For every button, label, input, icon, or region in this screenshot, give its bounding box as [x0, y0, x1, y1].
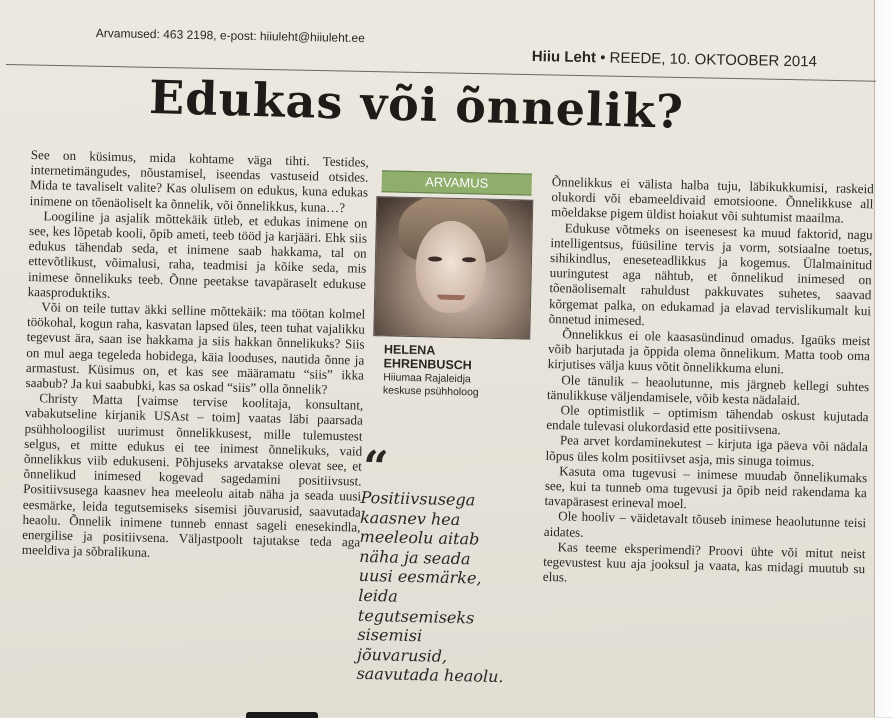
paragraph: Loogiline ja asjalik mõttekäik ütleb, et edukas inimene on see, kes lõpetab kooli, õpib ameti, teeb tööd ja karjääri. Ehk siis edukus tähendab seda, et inimene saab hakkama, tal on ettevõtlikust, võimalusi, raha, teadmisi ja kõike seda, mis inimese õnnelikuks teeb. Õnne peetakse tavapäraselt edukuse kaasproduktiks. — [27, 208, 368, 301]
author-name: HELENA EHRENBUSCH — [383, 342, 472, 373]
author-role: Hiiumaa Rajaleidja keskuse psühholoog — [382, 371, 479, 399]
paragraph: Edukuse võtmeks on iseenesest ka muud faktorid, nagu intelligentsus, füüsiline tervis ja vorm, sotsiaalne toetus, sihikindlus, eneseteadlikkus ja kogemus. Ülalmainitud uuringutest aga nähtub, et õnnelikud inimesed on tõenäolisemalt rahuldust pakkuvates suhetes, saavad kõrgemat palka, on edukamad ja elavad tervislikumalt kui õnnetud inimesed. — [548, 219, 873, 328]
scan-edge — [874, 0, 893, 717]
paragraph: See on küsimus, mida kohtame väga tihti. Testides, internetimängudes, nõustamisel, iseendas vastuseid otsides. Mida te tavaliselt valite? Kas olulisem on edukus, kuna edukas inimene on tõenäoliselt ka õnnelik, või õnnelikkus, kuna…? — [29, 147, 369, 215]
paragraph: Kasuta oma tugevusi – inimese muudab õnnelikumaks see, kui ta tunneb oma tugevusi ja õpib neid rakendama ka tavapärasest erineval moel. — [544, 463, 868, 512]
paragraph: Või on teile tuttav äkki selline mõttekäik: ma töötan kolmel töökohal, kogun raha, kasvatan lapsed üles, teen tuhat vajalikku tegevust ära, saan ise hakkama ja siis hakkan õnnelikuks? Siis on mul aega tegeleda hobidega, käia looduses, nautida õnne ja armastust. Küsimus on, et kas see määramatu “siis” ikka saabub? Ja kui saabubki, kas sa oskad “siis” olla õnnelik? — [25, 299, 366, 397]
contact-line: Arvamused: 463 2198, e-post: hiiuleht@hiiuleht.ee — [95, 26, 365, 46]
author-photo — [373, 196, 533, 340]
paragraph: Õnnelikkus ei ole kaasasündinud omadus. Igaüks meist võib harjutada ja õppida olema õnnelikum. Matta toob oma kirjutises välja kuus võtit õnnelikkuma eluni. — [547, 326, 871, 377]
paragraph: Kas teeme eksperimendi? Proovi ühte või mitut neist tegevustest kuu aja jooksul ja vaata, kas midagi muutub su elus. — [542, 539, 866, 585]
paragraph: Pea arvet kordaminekutest – kirjuta iga päeva või nädala lõpus üles kolm positiivset asja, mis sinuga toimus. — [545, 432, 869, 469]
paragraph: Ole tänulik – heaolutunne, mis järgneb kellegi suhtes tänulikkuse väljendamisele, võib kesta nädalaid. — [546, 371, 870, 408]
pull-quote: Positiivsusega kaasnev hea meeleolu aitab näha ja seada uusi eesmärke, leida tegutsemiseks sisemisi jõuvarusid, saavutada heaolu. — [356, 487, 504, 687]
paragraph: Christy Matta [vaimse tervise koolitaja, konsultant, vabakutseline kirjanik USAst – toim] vaatas läbi paarsada psühholoogilist uurimust õnnelikkusest, mille tulemustest selgus, et mitte edukus ei tee inimest õnnelikuks, vaid õnnelikkus viib edukuseni. Põhjuseks arvatakse olevat see, et õnnelikud inimesed kogevad sagedamini positiivsust. Positiivsusega kaasnev hea meeleolu aitab näha ja seada uusi eesmärke, leida tegutsemiseks sisemisi jõuvarusid, saavutada heaolu. Õnnelik inimene tunneb ennast sageli enesekindla, energilise ja positiivsena. Väljastpoolt tajutakse teda aga meeldiva ja sõbralikuna. — [21, 390, 364, 561]
masthead — [532, 48, 817, 70]
author-sidebar — [358, 170, 538, 714]
article-column-right — [543, 174, 874, 592]
paragraph: Õnnelikkus ei välista halba tuju, läbikukkumisi, raskeid olukordi või ebameeldivaid emotsioone. Õnnelikkuse all mõeldakse pigem üldist hoiakut või suhtumist maailma. — [550, 174, 874, 227]
scan-artifact — [246, 712, 318, 718]
masthead-separator: • — [600, 49, 606, 67]
issue-date: REEDE, 10. OKTOOBER 2014 — [609, 49, 818, 71]
article-headline: Edukas või õnnelik? — [148, 70, 685, 139]
quote-mark-icon: “ — [362, 441, 390, 494]
paper-name: Hiiu Leht — [531, 48, 597, 67]
article-column-left — [22, 147, 369, 565]
section-tag: ARVAMUS — [381, 170, 531, 195]
paragraph: Ole hooliv – väidetavalt tõuseb inimese heaolutunne teisi aidates. — [543, 508, 867, 540]
paragraph: Ole optimistlik – optimism tähendab oskust kujutada endale tulevasi olukordasid ette positiivsena. — [546, 402, 869, 438]
